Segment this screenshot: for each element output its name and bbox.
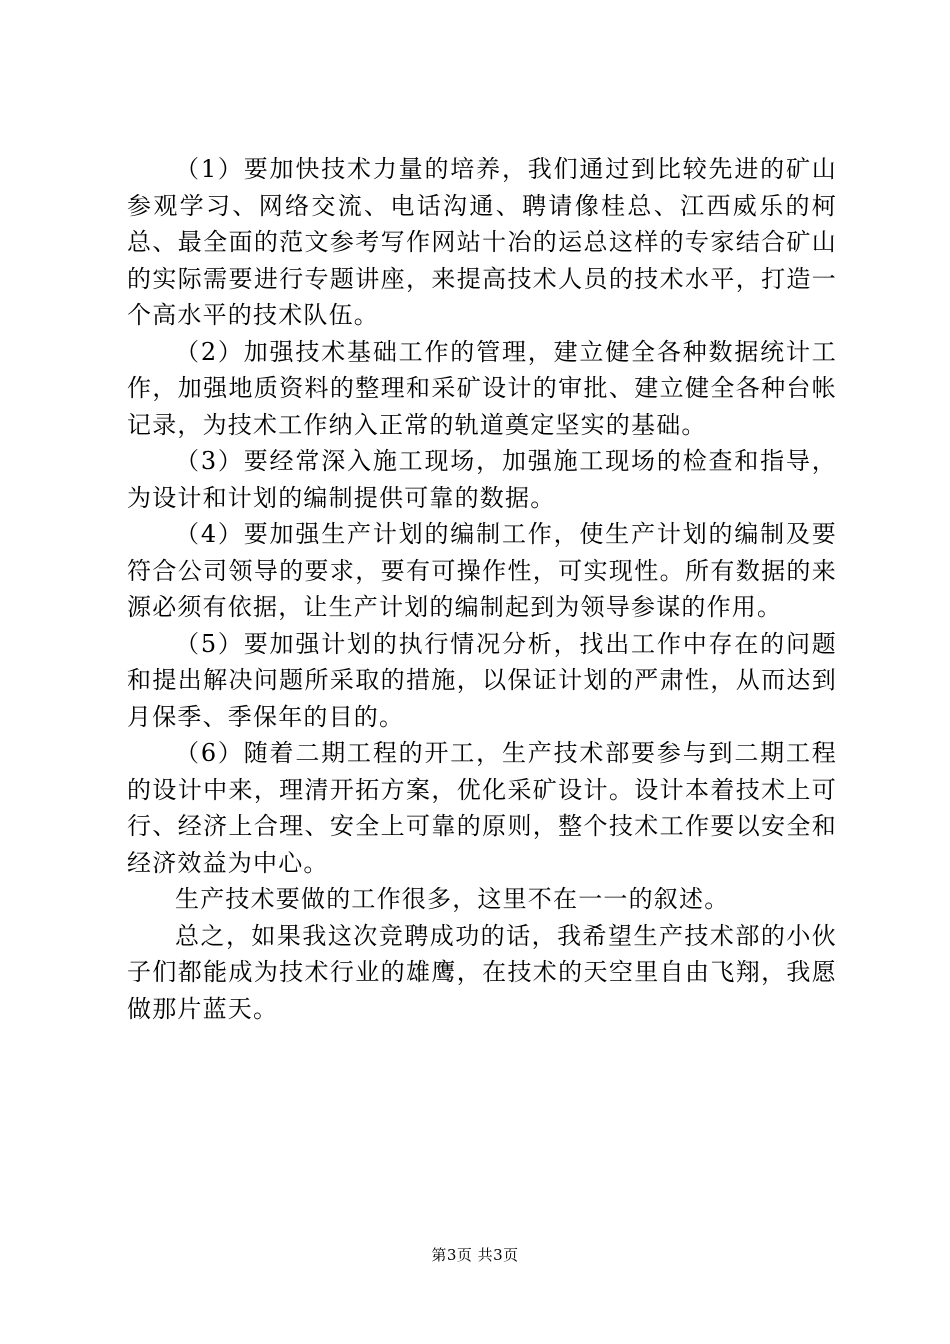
paragraph-7: 生产技术要做的工作很多，这里不在一一的叙述。	[175, 885, 730, 913]
paragraph-4: （4）要加强生产计划的编制工作，使生产计划的编制及要符合公司领导的要求，要有可操作性，可实现性。所有数据的来源必须有依据，让生产计划的编制起到为领导参谋的作用。	[127, 520, 837, 621]
paragraph-3: （3）要经常深入施工现场，加强施工现场的检查和指导，为设计和计划的编制提供可靠的数据。	[127, 447, 837, 512]
document-body	[127, 151, 837, 1027]
page-footer: 第3页 共3页	[431, 1246, 519, 1264]
paragraph-1: （1）要加快技术力量的培养，我们通过到比较先进的矿山参观学习、网络交流、电话沟通、聘请像桂总、江西威乐的柯总、最全面的范文参考写作网站十冶的运总这样的专家结合矿山的实际需要进行专题讲座，来提高技术人员的技术水平，打造一个高水平的技术队伍。	[127, 155, 837, 329]
paragraph-8: 总之，如果我这次竞聘成功的话，我希望生产技术部的小伙子们都能成为技术行业的雄鹰，在技术的天空里自由飞翔，我愿做那片蓝天。	[127, 921, 837, 1023]
paragraph-6: （6）随着二期工程的开工，生产技术部要参与到二期工程的设计中来，理清开拓方案，优化采矿设计。设计本着技术上可行、经济上合理、安全上可靠的原则，整个技术工作要以安全和经济效益为中心。	[127, 739, 837, 877]
paragraph-5: （5）要加强计划的执行情况分析，找出工作中存在的问题和提出解决问题所采取的措施，以保证计划的严肃性，从而达到月保季、季保年的目的。	[127, 629, 837, 731]
paragraph-2: （2）加强技术基础工作的管理，建立健全各种数据统计工作，加强地质资料的整理和采矿设计的审批、建立健全各种台帐记录，为技术工作纳入正常的轨道奠定坚实的基础。	[127, 337, 837, 439]
